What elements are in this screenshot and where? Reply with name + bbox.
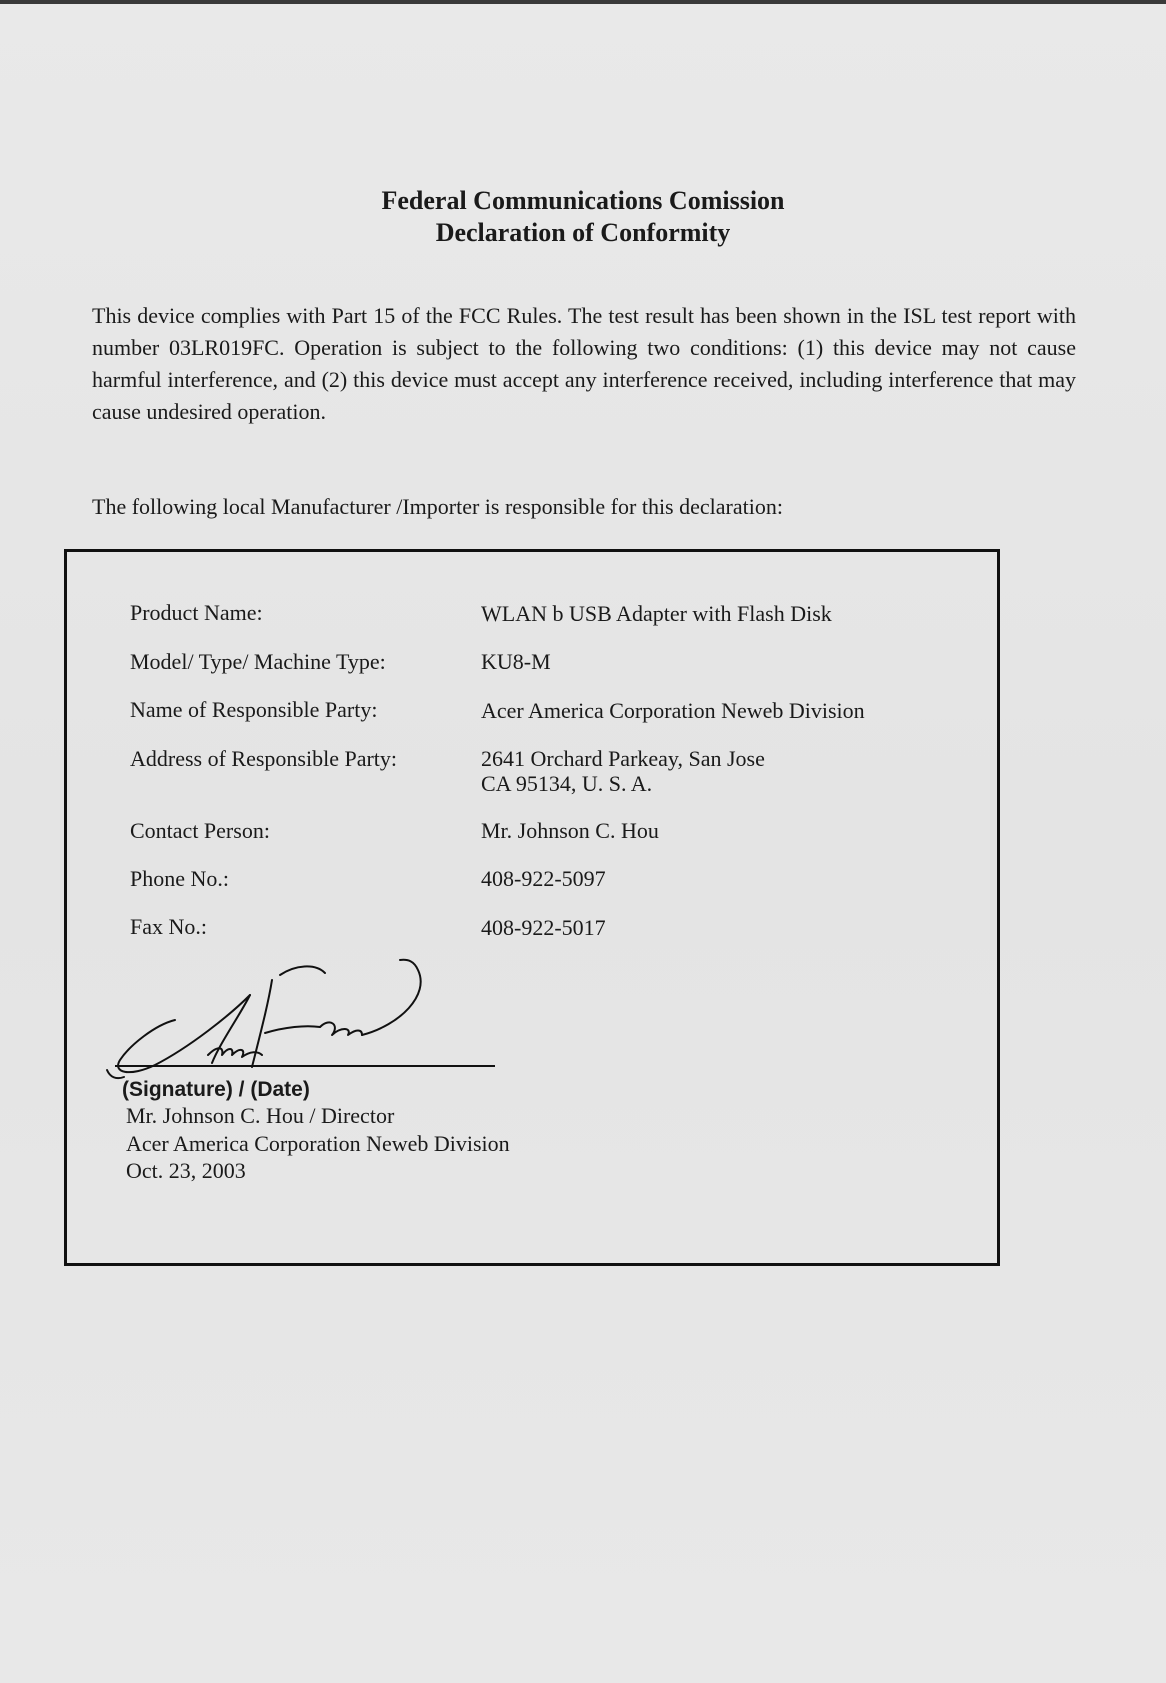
responsible-party-value: Acer America Corporation Neweb Division [481, 698, 865, 723]
compliance-paragraph: This device complies with Part 15 of the FCC Rules. The test result has been shown in the ISL test report with number 03LR019FC. Operation is subject to the following two conditions: (1) this device may not cause harmful interference, and (2) this device must accept any interference received, including interference that may cause undesired operation. [92, 303, 1076, 424]
handwritten-signature [100, 955, 430, 1090]
responsible-party-label: Name of Responsible Party: [130, 697, 378, 722]
address-label: Address of Responsible Party: [130, 746, 398, 771]
model-label: Model/ Type/ Machine Type: [130, 649, 386, 674]
contact-value: Mr. Johnson C. Hou [481, 818, 659, 843]
document-title: Federal Communications Comission [381, 186, 785, 215]
address-line2: CA 95134, U. S. A. [481, 771, 653, 796]
model-value: KU8-M [481, 649, 551, 674]
address-line1: 2641 Orchard Parkeay, San Jose [481, 746, 765, 771]
signer-company: Acer America Corporation Neweb Division [126, 1131, 510, 1156]
product-name-label: Product Name: [130, 600, 263, 625]
phone-label: Phone No.: [130, 866, 229, 891]
responsible-statement: The following local Manufacturer /Importer is responsible for this declaration: [92, 494, 783, 519]
scan-top-edge [0, 0, 1166, 4]
fax-label: Fax No.: [130, 914, 207, 939]
fax-value: 408-922-5017 [481, 915, 606, 940]
document-subtitle: Declaration of Conformity [435, 218, 731, 247]
phone-value: 408-922-5097 [481, 866, 606, 891]
signature-caption: (Signature) / (Date) [122, 1078, 310, 1101]
contact-label: Contact Person: [130, 818, 270, 843]
signature-line [115, 1065, 495, 1067]
product-name-value: WLAN b USB Adapter with Flash Disk [481, 601, 832, 626]
signer-name-title: Mr. Johnson C. Hou / Director [126, 1103, 395, 1128]
signature-date: Oct. 23, 2003 [126, 1158, 246, 1183]
